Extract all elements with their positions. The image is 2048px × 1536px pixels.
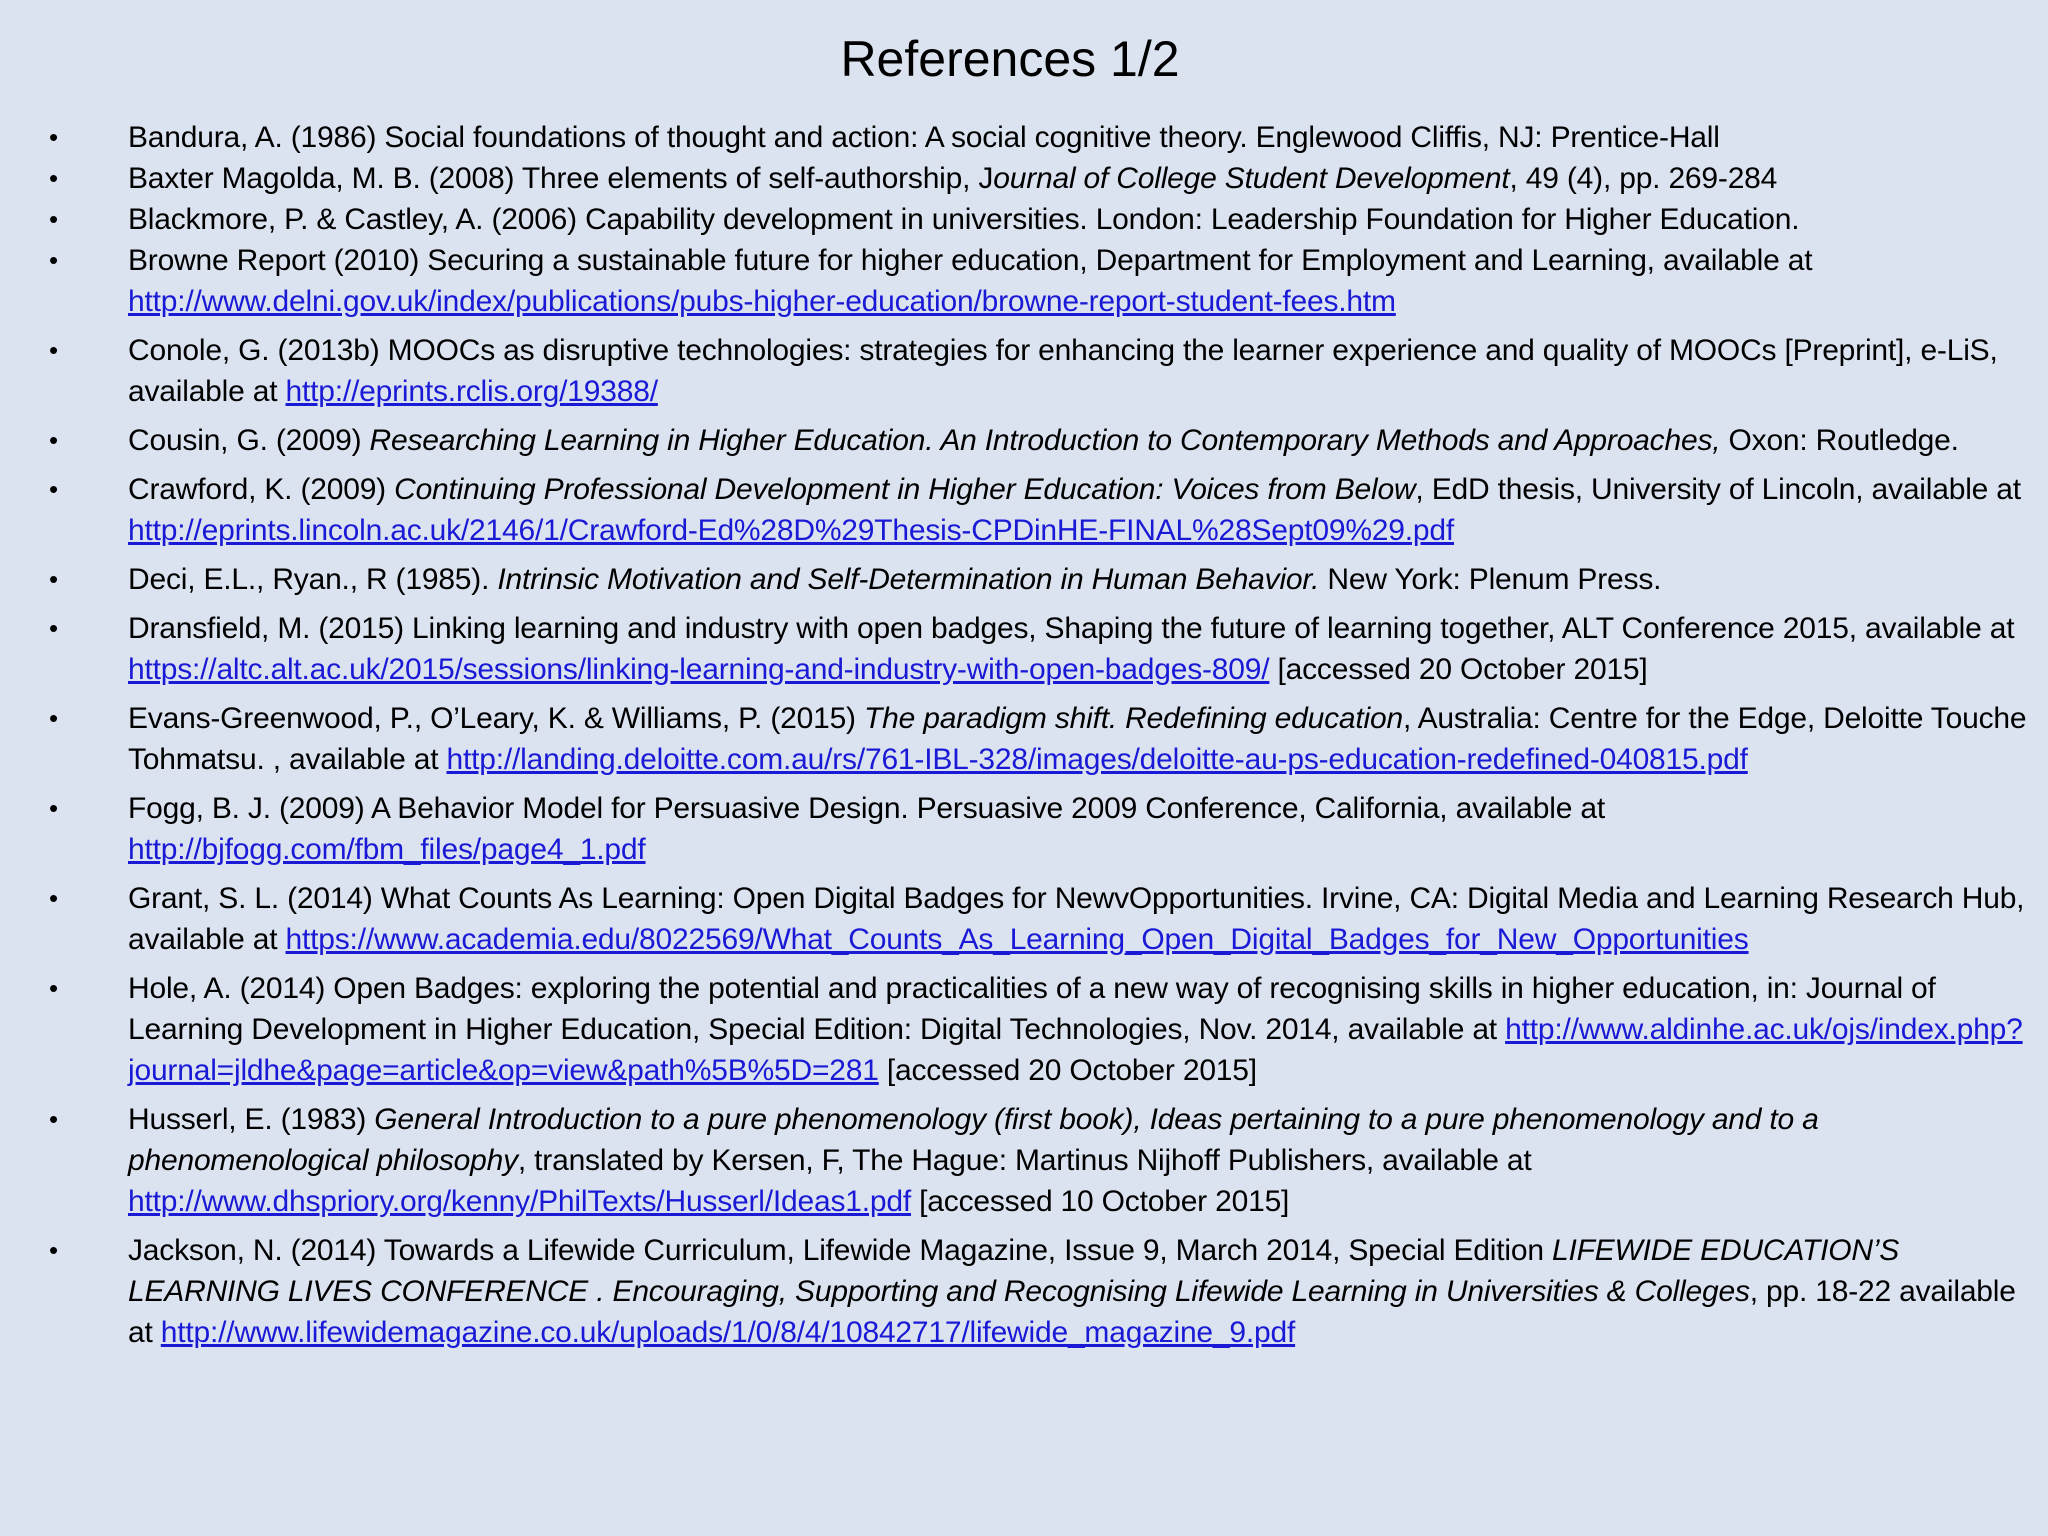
reference-list (0, 117, 2048, 1361)
reference-item (0, 788, 2048, 870)
reference-text: , EdD thesis, University of Lincoln, available at (1415, 473, 2021, 506)
slide-title: References 1/2 (840, 31, 1180, 87)
reference-text: Husserl, E. (1983) (128, 1103, 375, 1136)
reference-text: Oxon: Routledge. (1720, 424, 1959, 457)
reference-item (0, 117, 2048, 158)
bullet-icon: • (49, 793, 58, 823)
reference-text: [accessed 20 October 2015] (878, 1054, 1257, 1087)
reference-link[interactable]: http://eprints.lincoln.ac.uk/2146/1/Crawford-Ed%28D%29Thesis-CPDinHE-FINAL%28Sept09%29.pdf (128, 514, 1455, 547)
reference-item (0, 559, 2048, 600)
bullet-icon: • (49, 204, 58, 234)
reference-title-italic: Intrinsic Motivation and Self-Determination in Human Behavior. (497, 563, 1320, 596)
bullet-icon: • (49, 425, 58, 455)
bullet-icon: • (49, 335, 58, 365)
reference-title-italic: Researching Learning in Higher Education. An Introduction to Contemporary Methods and Approaches, (369, 424, 1721, 457)
reference-title-italic: General Introduction to a pure phenomenology (first book), Ideas pertaining to a pure phenomenology and to a phenomenological philosophy (128, 1103, 1819, 1177)
reference-text: Jackson, N. (2014) Towards a Lifewide Curriculum, Lifewide Magazine, Issue 9, March 2014, Special Edition (128, 1234, 1552, 1267)
reference-text: Dransfield, M. (2015) Linking learning and industry with open badges, Shaping the future of learning together, ALT Conference 2015, available at (128, 612, 2015, 645)
reference-text: Bandura, A. (1986) Social foundations of thought and action: A social cognitive theory. Englewood Cliffis, NJ: Prentice-Hall (128, 121, 1720, 154)
bullet-icon: • (49, 163, 58, 193)
reference-text: , translated by Kersen, F, The Hague: Martinus Nijhoff Publishers, available at (517, 1144, 1532, 1177)
reference-text: Conole, G. (2013b) MOOCs as disruptive technologies: strategies for enhancing the learner experience and quality of MOOCs [Preprint], e-LiS, available at (128, 334, 1998, 408)
reference-text: Deci, E.L., Ryan., R (1985). (128, 563, 498, 596)
reference-text: Hole, A. (2014) Open Badges: exploring the potential and practicalities of a new way of recognising skills in higher education, in: Journal of Learning Development in Higher Education, Special Edition: Digital Technologies, Nov. 2014, available at (128, 972, 1936, 1046)
reference-item (0, 878, 2048, 960)
reference-item (0, 608, 2048, 690)
bullet-icon: • (49, 973, 58, 1003)
reference-item (0, 1099, 2048, 1222)
reference-item (0, 469, 2048, 551)
reference-text: Blackmore, P. & Castley, A. (2006) Capability development in universities. London: Leadership Foundation for Higher Education. (128, 203, 1800, 236)
reference-text: , 49 (4), pp. 269-284 (1509, 162, 1778, 195)
reference-item (0, 330, 2048, 412)
reference-item (0, 1230, 2048, 1353)
reference-text: Fogg, B. J. (2009) A Behavior Model for Persuasive Design. Persuasive 2009 Conference, California, available at (128, 792, 1605, 825)
reference-link[interactable]: http://landing.deloitte.com.au/rs/761-IBL-328/images/deloitte-au-ps-education-redefined-040815.pdf (446, 743, 1748, 776)
bullet-icon: • (49, 1104, 58, 1134)
reference-item (0, 199, 2048, 240)
bullet-icon: • (49, 245, 58, 275)
reference-text: , Australia: Centre for the Edge, Deloitte Touche Tohmatsu. , available at (128, 702, 2027, 776)
reference-text: Baxter Magolda, M. B. (2008) Three elements of self-authorship, J (128, 162, 994, 195)
bullet-icon: • (49, 564, 58, 594)
reference-item (0, 158, 2048, 199)
reference-text: New York: Plenum Press. (1319, 563, 1662, 596)
reference-link[interactable]: http://bjfogg.com/fbm_files/page4_1.pdf (128, 833, 646, 866)
reference-link[interactable]: http://www.aldinhe.ac.uk/ojs/index.php?journal=jldhe&page=article&op=view&path%5B%5D=281 (128, 1013, 2023, 1087)
reference-text: [accessed 20 October 2015] (1269, 653, 1648, 686)
reference-item (0, 698, 2048, 780)
bullet-icon: • (49, 703, 58, 733)
reference-link[interactable]: https://www.academia.edu/8022569/What_Counts_As_Learning_Open_Digital_Badges_for_New_Opportunities (285, 923, 1749, 956)
reference-item (0, 968, 2048, 1091)
reference-text: , pp. 18-22 available at (128, 1275, 2016, 1349)
reference-title-italic: ournal of College Student Development (993, 162, 1510, 195)
reference-link[interactable]: http://www.dhspriory.org/kenny/PhilTexts/Husserl/Ideas1.pdf (128, 1185, 912, 1218)
reference-link[interactable]: http://www.lifewidemagazine.co.uk/uploads/1/0/8/4/10842717/lifewide_magazine_9.pdf (160, 1316, 1296, 1349)
reference-title-italic: LIFEWIDE EDUCATION’S LEARNING LIVES CONFERENCE . Encouraging, Supporting and Recognising Lifewide Learning in Universities & Colleges (128, 1234, 1900, 1308)
reference-item (0, 240, 2048, 322)
bullet-icon: • (49, 122, 58, 152)
reference-item (0, 420, 2048, 461)
reference-text: Cousin, G. (2009) (128, 424, 370, 457)
reference-link[interactable]: http://eprints.rclis.org/19388/ (285, 375, 658, 408)
reference-title-italic: Continuing Professional Development in Higher Education: Voices from Below (394, 473, 1416, 506)
reference-text: Browne Report (2010) Securing a sustainable future for higher education, Department for Employment and Learning, available at (128, 244, 1813, 277)
bullet-icon: • (49, 883, 58, 913)
reference-text: Crawford, K. (2009) (128, 473, 395, 506)
reference-link[interactable]: https://altc.alt.ac.uk/2015/sessions/linking-learning-and-industry-with-open-badges-809/ (128, 653, 1270, 686)
bullet-icon: • (49, 613, 58, 643)
bullet-icon: • (49, 474, 58, 504)
reference-text: [accessed 10 October 2015] (911, 1185, 1290, 1218)
reference-title-italic: The paradigm shift. Redefining education (863, 702, 1403, 735)
reference-link[interactable]: http://www.delni.gov.uk/index/publications/pubs-higher-education/browne-report-student-fees.htm (128, 285, 1396, 318)
reference-text: Evans-Greenwood, P., O’Leary, K. & Williams, P. (2015) (128, 702, 864, 735)
reference-text: Grant, S. L. (2014) What Counts As Learning: Open Digital Badges for NewvOpportunities. Irvine, CA: Digital Media and Learning Research Hub, available at (128, 882, 2025, 956)
bullet-icon: • (49, 1235, 58, 1265)
